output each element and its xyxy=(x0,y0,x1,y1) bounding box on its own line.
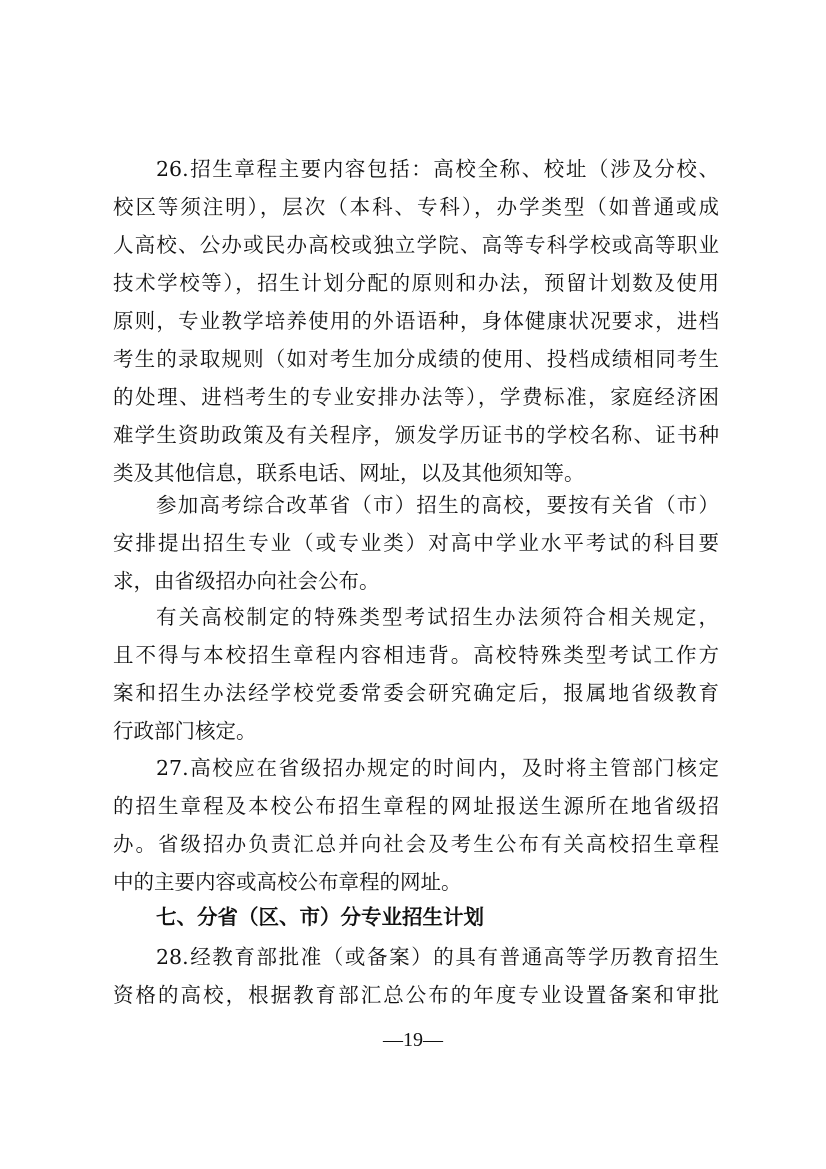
text-line: 原则，专业教学培养使用的外语语种，身体健康状况要求，进档 xyxy=(113,309,719,333)
text-line: 行政部门核定。 xyxy=(113,719,257,743)
text-line: 办。省级招办负责汇总并向社会及考生公布有关高校招生章程 xyxy=(113,832,719,856)
paragraph-28 xyxy=(113,938,719,1014)
text-line: 的处理、进档考生的专业安排办法等），学费标准，家庭经济困 xyxy=(113,385,719,409)
text-line: 28.经教育部批准（或备案）的具有普通高等学历教育招生 xyxy=(156,945,719,969)
text-line: 难学生资助政策及有关程序，颁发学历证书的学校名称、证书种 xyxy=(113,423,719,447)
text-line: 校区等须注明），层次（本科、专科），办学类型（如普通或成 xyxy=(113,195,719,219)
paragraph-reform xyxy=(113,486,719,600)
text-line: 安排提出招生专业（或专业类）对高中学业水平考试的科目要 xyxy=(113,531,719,555)
text-line: 求，由省级招办向社会公布。 xyxy=(113,569,380,593)
text-line: 26.招生章程主要内容包括：高校全称、校址（涉及分校、 xyxy=(156,157,719,181)
text-line: 资格的高校，根据教育部汇总公布的年度专业设置备案和审批 xyxy=(113,983,719,1007)
text-line: 中的主要内容或高校公布章程的网址。 xyxy=(113,870,462,894)
page-number: —19— xyxy=(383,1029,443,1051)
text-line: 类及其他信息，联系电话、网址，以及其他须知等。 xyxy=(113,461,585,485)
text-line: 人高校、公办或民办高校或独立学院、高等专科学校或高等职业 xyxy=(113,233,719,257)
text-line: 案和招生办法经学校党委常委会研究确定后，报属地省级教育 xyxy=(113,681,719,705)
paragraph-26 xyxy=(113,150,719,492)
text-line: 考生的录取规则（如对考生加分成绩的使用、投档成绩相同考生 xyxy=(113,347,719,371)
paragraph-27 xyxy=(113,749,719,901)
section-heading: 七、分省（区、市）分专业招生计划 xyxy=(156,905,484,929)
paragraph-special-admission xyxy=(113,598,719,750)
text-line: 的招生章程及本校公布招生章程的网址报送生源所在地省级招 xyxy=(113,794,719,818)
text-line: 技术学校等），招生计划分配的原则和办法，预留计划数及使用 xyxy=(113,271,719,295)
text-line: 且不得与本校招生章程内容相违背。高校特殊类型考试工作方 xyxy=(113,643,719,667)
text-line: 有关高校制定的特殊类型考试招生办法须符合相关规定， xyxy=(156,605,719,629)
text-line: 27.高校应在省级招办规定的时间内，及时将主管部门核定 xyxy=(156,756,719,780)
text-line: 参加高考综合改革省（市）招生的高校，要按有关省（市） xyxy=(156,493,719,517)
